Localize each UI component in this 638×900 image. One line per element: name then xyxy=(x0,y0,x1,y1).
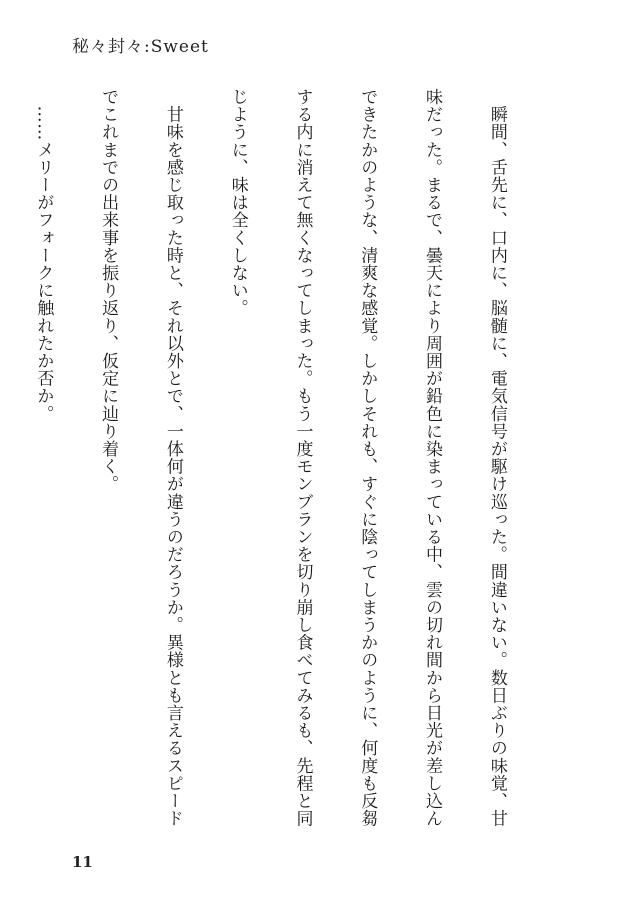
running-header: 秘々封々:Sweet xyxy=(72,37,209,57)
vertical-text-column xyxy=(0,88,550,828)
text-line: じように、味は全くしない。 xyxy=(227,88,248,317)
text-line: する内に消えて無くなってしまった。もう一度モンブランを切り崩し食べてみるも、先程と同 xyxy=(292,88,313,828)
text-line: ……メリーがフォークに触れたか否か。 xyxy=(33,88,54,423)
text-line: 瞬間、舌先に、口内に、脳髄に、電気信号が駆け巡った。間違いない。数日ぶりの味覚、甘 xyxy=(486,88,507,828)
page-number: 11 xyxy=(72,853,93,871)
text-line: 味だった。まるで、曇天により周囲が鉛色に染まっている中、雲の切れ間から日光が差し込ん xyxy=(422,88,443,828)
text-line: でこれまでの出来事を振り返り、仮定に辿り着く。 xyxy=(98,88,119,493)
text-line: 甘味を感じ取った時と、それ以外とで、一体何が違うのだろうか。異様とも言えるスピード xyxy=(162,88,183,828)
text-line: できたかのような、清爽な感覚。しかしそれも、すぐに陰ってしまうかのように、何度も反芻 xyxy=(357,88,378,828)
body-text xyxy=(33,88,550,828)
